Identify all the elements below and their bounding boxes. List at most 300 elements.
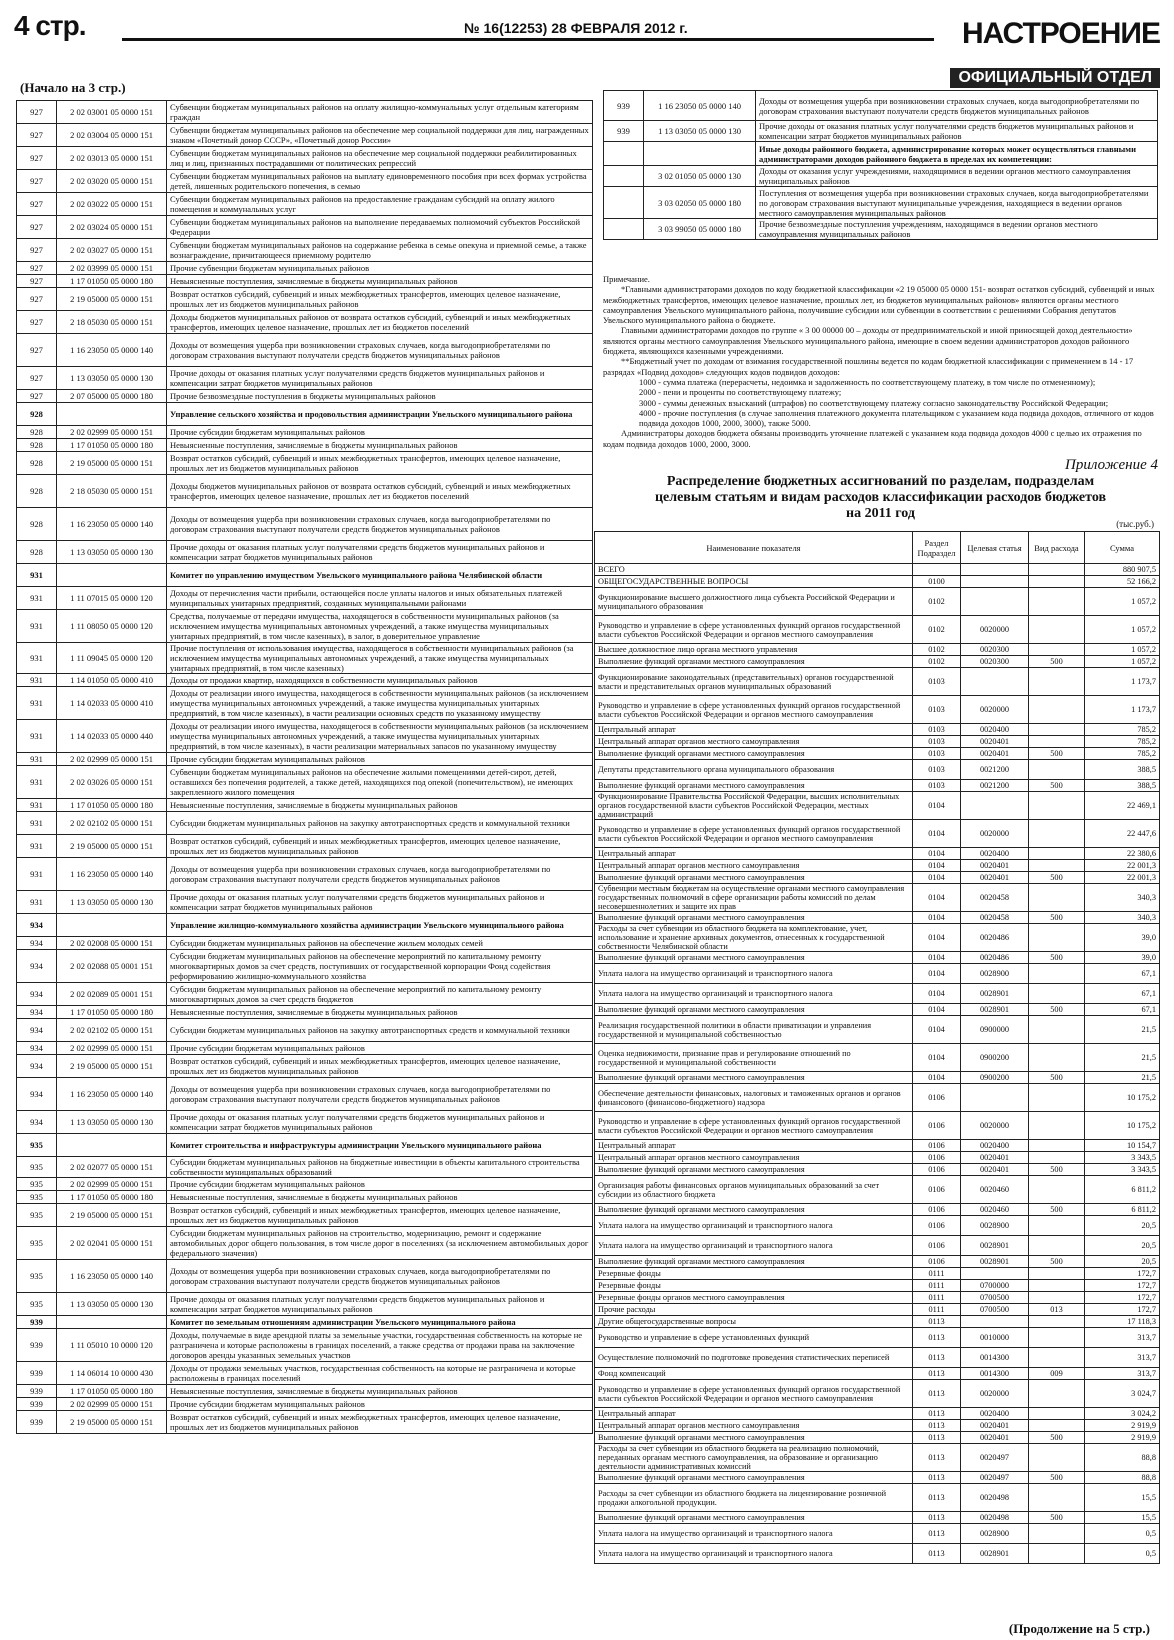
description-cell: Доходы бюджетов муниципальных районов от возврата остатков субсидий, субвенций и иных межбюджетных трансфертов, имеющих целевое назначение, прошлых лет из бюджетов поселений (167, 311, 593, 334)
target-article-cell: 0020497 (961, 1444, 1029, 1472)
budget-code-cell: 1 13 03050 05 0000 130 (644, 121, 756, 142)
description-cell: Иные доходы районного бюджета, администрирование которых может осуществляться главными администраторами доходов районного бюджета в пределах их компетенции: (756, 142, 1158, 166)
description-cell: Возврат остатков субсидий, субвенций и иных межбюджетных трансфертов, имеющих целевое назначение, прошлых лет из бюджетов муниципальных районов (167, 835, 593, 858)
table-row (595, 820, 1160, 848)
amount-cell: 3 024,2 (1085, 1408, 1160, 1420)
table-row (17, 1362, 593, 1385)
expense-type-cell (1029, 696, 1085, 724)
target-article-cell: 0028901 (961, 1004, 1029, 1016)
amount-cell: 10 175,2 (1085, 1084, 1160, 1112)
appendix-title-line: целевым статьям и видам расходов классификации расходов бюджетов (654, 490, 1107, 505)
description-cell: Возврат остатков субсидий, субвенций и иных межбюджетных трансфертов, имеющих целевое назначение, прошлых лет из бюджетов муниципальных районов (167, 1411, 593, 1434)
indicator-cell: Резервные фонды (595, 1268, 913, 1280)
amount-cell: 880 907,5 (1085, 564, 1160, 576)
description-cell: Прочие доходы от оказания платных услуг получателями средств бюджетов муниципальных районов и компенсации затрат бюджетов муниципальных районов (167, 891, 593, 914)
indicator-cell: Руководство и управление в сфере установленных функций органов государственной власти субъектов Российской Федерации и органов местного самоуправления (595, 696, 913, 724)
indicator-cell: Выполнение функций органами местного самоуправления (595, 1004, 913, 1016)
table-row (17, 1134, 593, 1157)
target-article-cell (961, 792, 1029, 820)
expense-type-cell: 500 (1029, 1164, 1085, 1176)
amount-cell: 1 057,2 (1085, 644, 1160, 656)
target-article-cell: 0020401 (961, 1420, 1029, 1432)
table-row (604, 166, 1158, 187)
admin-code-cell: 928 (17, 508, 57, 541)
section-cell: 0102 (913, 656, 961, 668)
table-row (17, 452, 593, 475)
table-row (595, 616, 1160, 644)
target-article-cell: 0028900 (961, 1216, 1029, 1236)
table-row (17, 950, 593, 983)
table-row (595, 1236, 1160, 1256)
expense-type-cell: 500 (1029, 1004, 1085, 1016)
description-cell: Возврат остатков субсидий, субвенций и иных межбюджетных трансфертов, имеющих целевое назначение, прошлых лет из бюджетов муниципальных районов (167, 452, 593, 475)
table-row (595, 872, 1160, 884)
target-article-cell: 0020000 (961, 616, 1029, 644)
indicator-cell: Субвенции местным бюджетам на осуществление органами местного самоуправления государственных полномочий в сфере организации работы комиссий по делам несовершеннолетних и защите их прав (595, 884, 913, 912)
amount-cell: 88,8 (1085, 1444, 1160, 1472)
description-cell: Невыясненные поступления, зачисляемые в бюджеты муниципальных районов (167, 1191, 593, 1204)
section-cell: 0106 (913, 1236, 961, 1256)
table-row (17, 367, 593, 390)
indicator-cell: Центральный аппарат органов местного самоуправления (595, 736, 913, 748)
indicator-cell: Центральный аппарат (595, 848, 913, 860)
budget-code-cell (57, 403, 167, 426)
table-row (17, 334, 593, 367)
table-row (17, 587, 593, 610)
expense-type-cell (1029, 760, 1085, 780)
budget-code-cell: 2 18 05030 05 0000 151 (57, 475, 167, 508)
budget-code-cell: 2 02 03001 05 0000 151 (57, 101, 167, 124)
description-cell: Доходы бюджетов муниципальных районов от возврата остатков субсидий, субвенций и иных межбюджетных трансфертов, имеющих целевое назначение, прошлых лет из бюджетов поселений (167, 475, 593, 508)
indicator-cell: Расходы за счет субвенции из областного бюджета на лицензирование розничной продажи алкогольной продукции. (595, 1484, 913, 1512)
expense-type-cell (1029, 668, 1085, 696)
section-cell: 0104 (913, 884, 961, 912)
section-cell: 0104 (913, 964, 961, 984)
table-row (17, 753, 593, 766)
budget-code-cell: 1 17 01050 05 0000 180 (57, 1191, 167, 1204)
amount-cell: 22 001,3 (1085, 860, 1160, 872)
expense-type-cell (1029, 564, 1085, 576)
expense-type-cell (1029, 1176, 1085, 1204)
amount-cell: 22 380,6 (1085, 848, 1160, 860)
table-row (17, 858, 593, 891)
budget-code-cell: 1 16 23050 05 0000 140 (57, 334, 167, 367)
section-cell: 0103 (913, 724, 961, 736)
section-cell: 0104 (913, 848, 961, 860)
target-article-cell: 0028901 (961, 1544, 1029, 1564)
amount-cell: 21,5 (1085, 1016, 1160, 1044)
table-row (595, 1268, 1160, 1280)
amount-cell: 67,1 (1085, 1004, 1160, 1016)
indicator-cell: Функционирование Правительства Российской Федерации, высших исполнительных органов государственной власти субъектов Российской Федерации, местных администраций (595, 792, 913, 820)
target-article-cell (961, 588, 1029, 616)
admin-code-cell: 927 (17, 390, 57, 403)
budget-code-cell: 1 13 03050 05 0000 130 (57, 891, 167, 914)
amount-cell: 10 154,7 (1085, 1140, 1160, 1152)
amount-cell: 172,7 (1085, 1268, 1160, 1280)
budget-code-cell: 2 02 03027 05 0000 151 (57, 239, 167, 262)
table-row (17, 674, 593, 687)
admin-code-cell: 927 (17, 101, 57, 124)
table-row (595, 1140, 1160, 1152)
amount-cell: 21,5 (1085, 1072, 1160, 1084)
table-row (595, 848, 1160, 860)
table-row (17, 610, 593, 643)
section-cell: 0113 (913, 1444, 961, 1472)
target-article-cell: 0020458 (961, 912, 1029, 924)
amount-cell: 172,7 (1085, 1304, 1160, 1316)
expense-type-cell (1029, 1348, 1085, 1368)
description-cell: Невыясненные поступления, зачисляемые в бюджеты муниципальных районов (167, 439, 593, 452)
description-cell: Возврат остатков субсидий, субвенций и иных межбюджетных трансфертов, имеющих целевое назначение, прошлых лет из бюджетов муниципальных районов (167, 288, 593, 311)
admin-code-cell: 935 (17, 1157, 57, 1178)
table-row (17, 475, 593, 508)
admin-code-cell: 935 (17, 1204, 57, 1227)
expense-type-cell: 500 (1029, 912, 1085, 924)
expense-type-cell (1029, 1544, 1085, 1564)
amount-cell: 2 919,9 (1085, 1432, 1160, 1444)
note-paragraph: **Бюджетный учет по доходам от взимания государственной пошлины ведется по кодам бюджетной классификации с применением в 14 - 17 разрядах «Подвид доходов» следующих кодов подвидов доходов: (603, 356, 1134, 377)
indicator-cell: Уплата налога на имущество организаций и транспортного налога (595, 984, 913, 1004)
table-row (17, 799, 593, 812)
description-cell: Прочие субсидии бюджетам муниципальных районов (167, 1178, 593, 1191)
budget-code-cell (57, 1134, 167, 1157)
admin-code-cell: 931 (17, 610, 57, 643)
table-row (17, 216, 593, 239)
expense-type-cell: 500 (1029, 872, 1085, 884)
admin-code-cell: 939 (17, 1398, 57, 1411)
description-cell: Доходы от возмещения ущерба при возникновении страховых случаев, когда выгодоприобретателями по договорам страхования выступают получатели средств бюджетов муниципальных районов (167, 858, 593, 891)
appendix-title-line: Распределение бюджетных ассигнований по разделам, подразделам (666, 474, 1095, 489)
description-cell: Прочие субсидии бюджетам муниципальных районов (167, 1398, 593, 1411)
section-cell: 0103 (913, 760, 961, 780)
admin-code-cell (604, 142, 644, 166)
amount-cell: 172,7 (1085, 1292, 1160, 1304)
admin-code-cell: 931 (17, 812, 57, 835)
budget-code-cell: 2 02 02102 05 0000 151 (57, 1019, 167, 1042)
target-article-cell: 0020401 (961, 872, 1029, 884)
section-cell: 0113 (913, 1472, 961, 1484)
table-row (595, 1280, 1160, 1292)
admin-code-cell: 931 (17, 720, 57, 753)
indicator-cell: Реализация государственной политики в области приватизации и управления государственной и муниципальной собственностью (595, 1016, 913, 1044)
description-cell: Субвенции бюджетам муниципальных районов на оплату жилищно-коммунальных услуг отдельным категориям граждан (167, 101, 593, 124)
indicator-cell: Выполнение функций органами местного самоуправления (595, 780, 913, 792)
amount-cell: 22 469,1 (1085, 792, 1160, 820)
table-row (17, 1111, 593, 1134)
indicator-cell: Центральный аппарат (595, 1140, 913, 1152)
budget-code-cell: 2 02 02008 05 0000 151 (57, 937, 167, 950)
indicator-cell: Уплата налога на имущество организаций и транспортного налога (595, 1216, 913, 1236)
description-cell: Управление сельского хозяйства и продовольствия администрации Увельского муниципального района (167, 403, 593, 426)
table-row (595, 1016, 1160, 1044)
indicator-cell: Резервные фонды (595, 1280, 913, 1292)
description-cell: Невыясненные поступления, зачисляемые в бюджеты муниципальных районов (167, 1385, 593, 1398)
indicator-cell: Организация работы финансовых органов муниципальных образований за счет субсидии из областного бюджета (595, 1176, 913, 1204)
expense-type-cell (1029, 1444, 1085, 1472)
admin-code-cell: 927 (17, 367, 57, 390)
description-cell: Прочие субсидии бюджетам муниципальных районов (167, 1042, 593, 1055)
table-row (604, 91, 1158, 121)
description-cell: Прочие доходы от оказания платных услуг получателями средств бюджетов муниципальных районов и компенсации затрат бюджетов муниципальных районов (167, 1111, 593, 1134)
budget-code-cell: 1 16 23050 05 0000 140 (57, 858, 167, 891)
indicator-cell: Выполнение функций органами местного самоуправления (595, 872, 913, 884)
table-row (17, 1042, 593, 1055)
table-row (17, 275, 593, 288)
expense-type-cell (1029, 1044, 1085, 1072)
table-row (604, 187, 1158, 219)
description-cell: Прочие доходы от оказания платных услуг получателями средств бюджетов муниципальных районов и компенсации затрат бюджетов муниципальных районов (167, 541, 593, 564)
description-cell: Доходы от реализации иного имущества, находящегося в собственности муниципальных районов (за исключением имущества муниципальных автономных учреждений, а также имущества муниципальных унитарных предприятий, в том числе казенных), в части реализации материальных запасов по указанному имуществу (167, 720, 593, 753)
left-revenue-table (16, 100, 593, 1434)
table-row (17, 541, 593, 564)
table-row (595, 1176, 1160, 1204)
target-article-cell: 0020486 (961, 952, 1029, 964)
amount-cell: 67,1 (1085, 964, 1160, 984)
description-cell: Комитет строительства и инфраструктуры администрации Увельского муниципального района (167, 1134, 593, 1157)
table-row (595, 760, 1160, 780)
admin-code-cell: 931 (17, 766, 57, 799)
target-article-cell: 0020000 (961, 1380, 1029, 1408)
amount-cell: 1 057,2 (1085, 656, 1160, 668)
admin-code-cell: 927 (17, 170, 57, 193)
description-cell: Субсидии бюджетам муниципальных районов на обеспечение жильем молодых семей (167, 937, 593, 950)
table-row (595, 748, 1160, 760)
admin-code-cell: 935 (17, 1134, 57, 1157)
table-row (595, 656, 1160, 668)
section-cell: 0104 (913, 872, 961, 884)
table-row (17, 720, 593, 753)
appendix-label: Приложение 4 (1065, 457, 1158, 473)
admin-code-cell: 928 (17, 403, 57, 426)
description-cell: Субвенции бюджетам муниципальных районов на обеспечение мер социальной поддержки для лиц, награжденных знаком «Почетный донор СССР», «Почетный донор России» (167, 124, 593, 147)
table-row (17, 564, 593, 587)
budget-code-cell: 2 02 02077 05 0000 151 (57, 1157, 167, 1178)
target-article-cell: 0020000 (961, 696, 1029, 724)
section-cell: 0113 (913, 1368, 961, 1380)
amount-cell: 21,5 (1085, 1044, 1160, 1072)
amount-cell: 313,7 (1085, 1368, 1160, 1380)
expense-type-cell (1029, 1016, 1085, 1044)
indicator-cell: Центральный аппарат (595, 1408, 913, 1420)
target-article-cell (961, 576, 1029, 588)
budget-code-cell: 1 14 06014 10 0000 430 (57, 1362, 167, 1385)
target-article-cell: 0020497 (961, 1472, 1029, 1484)
expense-type-cell: 500 (1029, 656, 1085, 668)
section-cell: 0104 (913, 792, 961, 820)
target-article-cell: 0020401 (961, 748, 1029, 760)
note-paragraph: Главными администраторами доходов по группе « 3 00 00000 00 – доходы от предпринимательской и иной приносящей доход деятельности» являются органы местного самоуправления Увельского муниципального района, имеющие в своем ведении администраторов доходов районного бюджета, являющихся казенными учреждениями. (603, 325, 1133, 357)
table-row (595, 1112, 1160, 1140)
table-row (595, 964, 1160, 984)
amount-cell: 6 811,2 (1085, 1176, 1160, 1204)
section-title: ОФИЦИАЛЬНЫЙ ОТДЕЛ (950, 68, 1160, 88)
table-row (17, 1398, 593, 1411)
target-article-cell: 0028900 (961, 964, 1029, 984)
table-row (595, 1316, 1160, 1328)
table-row (595, 576, 1160, 588)
description-cell: Субвенции бюджетам муниципальных районов на содержание ребенка в семье опекуна и приемной семье, а также вознаграждение, причитающееся приемному родителю (167, 239, 593, 262)
budget-code-cell: 3 02 01050 05 0000 130 (644, 166, 756, 187)
description-cell: Доходы от возмещения ущерба при возникновении страховых случаев, когда выгодоприобретателями по договорам страхования выступают получатели средств бюджетов муниципальных районов (167, 508, 593, 541)
note-subcode: 4000 - прочие поступления (в случае заполнения платежного документа плательщиком с указанием кода подвида доходов, отличного от кодов подвида доходов 1000, 2000, 3000), также 5000. (639, 407, 1154, 429)
section-cell: 0106 (913, 1216, 961, 1236)
section-cell: 0113 (913, 1484, 961, 1512)
description-cell: Субсидии бюджетам муниципальных районов на строительство, модернизацию, ремонт и содержание автомобильных дорог общего пользования, в том числе дорог в поселениях (за исключением автомобильных дорог федерального значения) (167, 1227, 593, 1260)
admin-code-cell: 934 (17, 983, 57, 1006)
table-row (595, 1164, 1160, 1176)
table-row (17, 643, 593, 674)
target-article-cell: 0014300 (961, 1368, 1029, 1380)
expense-type-cell (1029, 588, 1085, 616)
budget-code-cell: 2 02 02999 05 0000 151 (57, 1042, 167, 1055)
description-cell: Субсидии бюджетам муниципальных районов на обеспечение мероприятий по капитальному ремонту многоквартирных домов за счет средств, поступивших от государственной корпорации Фонд содействия реформированию жилищно-коммунального хозяйства (167, 950, 593, 983)
table-row (595, 1484, 1160, 1512)
amount-cell: 10 175,2 (1085, 1112, 1160, 1140)
budget-code-cell: 2 19 05000 05 0000 151 (57, 1055, 167, 1078)
expense-type-cell: 500 (1029, 1072, 1085, 1084)
admin-code-cell: 931 (17, 835, 57, 858)
expense-type-cell: 500 (1029, 748, 1085, 760)
target-article-cell: 0020401 (961, 1432, 1029, 1444)
target-article-cell: 0020400 (961, 1408, 1029, 1420)
amount-cell: 52 166,2 (1085, 576, 1160, 588)
section-cell: 0106 (913, 1084, 961, 1112)
description-cell: Доходы от продажи квартир, находящихся в собственности муниципальных районов (167, 674, 593, 687)
amount-cell: 785,2 (1085, 724, 1160, 736)
budget-code-cell: 2 02 03024 05 0000 151 (57, 216, 167, 239)
indicator-cell: Выполнение функций органами местного самоуправления (595, 1472, 913, 1484)
description-cell: Доходы от продажи земельных участков, государственная собственность на которые не разграничена и которые расположены в границах поселений (167, 1362, 593, 1385)
target-article-cell: 0020401 (961, 736, 1029, 748)
budget-code-cell: 1 17 01050 05 0000 180 (57, 1006, 167, 1019)
budget-code-cell: 2 18 05030 05 0000 151 (57, 311, 167, 334)
amount-cell: 388,5 (1085, 780, 1160, 792)
appendix-title (603, 474, 1158, 522)
budget-code-cell: 2 19 05000 05 0000 151 (57, 452, 167, 475)
indicator-cell: Выполнение функций органами местного самоуправления (595, 1512, 913, 1524)
amount-cell: 3 343,5 (1085, 1152, 1160, 1164)
admin-code-cell: 934 (17, 1055, 57, 1078)
continued-to: (Продолжение на 5 стр.) (1008, 1621, 1150, 1636)
description-cell: Доходы от реализации иного имущества, находящегося в собственности муниципальных районов (за исключением имущества муниципальных автономных учреждений, а также имущества муниципальных унитарных предприятий, в том числе казенных), в части реализации основных средств по указанному имуществу (167, 687, 593, 720)
budget-code-cell: 2 02 03020 05 0000 151 (57, 170, 167, 193)
budget-code-cell: 2 02 02999 05 0000 151 (57, 1178, 167, 1191)
header-cell: Наименование показателя (595, 532, 913, 564)
target-article-cell: 0014300 (961, 1348, 1029, 1368)
description-cell: Прочие доходы от оказания платных услуг получателями средств бюджетов муниципальных районов и компенсации затрат бюджетов муниципальных районов (167, 367, 593, 390)
admin-code-cell: 931 (17, 753, 57, 766)
admin-code-cell: 927 (17, 334, 57, 367)
section-cell: 0102 (913, 616, 961, 644)
description-cell: Возврат остатков субсидий, субвенций и иных межбюджетных трансфертов, имеющих целевое назначение, прошлых лет из бюджетов муниципальных районов (167, 1055, 593, 1078)
admin-code-cell: 927 (17, 124, 57, 147)
table-row (595, 792, 1160, 820)
description-cell: Доходы от перечисления части прибыли, остающейся после уплаты налогов и иных обязательных платежей муниципальных унитарных предприятий, созданных муниципальными районами (167, 587, 593, 610)
section-cell: 0104 (913, 984, 961, 1004)
description-cell: Субвенции бюджетам муниципальных районов на предоставление гражданам субсидий на оплату жилого помещения и коммунальных услуг (167, 193, 593, 216)
amount-cell: 1 057,2 (1085, 616, 1160, 644)
description-cell: Невыясненные поступления, зачисляемые в бюджеты муниципальных районов (167, 275, 593, 288)
indicator-cell: ОБЩЕГОСУДАРСТВЕННЫЕ ВОПРОСЫ (595, 576, 913, 588)
budget-code-cell: 1 11 08050 05 0000 120 (57, 610, 167, 643)
table-row (17, 508, 593, 541)
expense-type-cell (1029, 1420, 1085, 1432)
description-cell: Субвенции бюджетам муниципальных районов на обеспечение мер социальной поддержки реабилитированных лиц и лиц, признанных пострадавшими от политических репрессий (167, 147, 593, 170)
section-cell: 0111 (913, 1268, 961, 1280)
amount-cell: 20,5 (1085, 1216, 1160, 1236)
admin-code-cell: 931 (17, 891, 57, 914)
indicator-cell: Функционирование законодательных (представительных) органов государственной власти и представительных органов муниципальных образований (595, 668, 913, 696)
indicator-cell: Высшее должностное лицо органа местного управления (595, 644, 913, 656)
target-article-cell: 0900200 (961, 1072, 1029, 1084)
table-row (595, 1472, 1160, 1484)
target-article-cell (961, 668, 1029, 696)
target-article-cell: 0021200 (961, 760, 1029, 780)
expense-type-cell (1029, 1140, 1085, 1152)
expense-type-cell (1029, 964, 1085, 984)
budget-code-cell: 2 02 03013 05 0000 151 (57, 147, 167, 170)
budget-code-cell: 2 02 02041 05 0000 151 (57, 1227, 167, 1260)
admin-code-cell (604, 166, 644, 187)
section-cell: 0113 (913, 1328, 961, 1348)
expense-type-cell: 009 (1029, 1368, 1085, 1380)
table-row (17, 1411, 593, 1434)
indicator-cell: Выполнение функций органами местного самоуправления (595, 1432, 913, 1444)
description-cell: Доходы, получаемые в виде арендной платы за земельные участки, государственная собственность на которые не разграничена и которые расположены в границах поселений, а также средства от продажи права на заключение договоров аренды указанных земельных участков (167, 1329, 593, 1362)
budget-code-cell: 1 16 23050 05 0000 140 (644, 91, 756, 121)
description-cell: Прочие безвозмездные поступления в бюджеты муниципальных районов (167, 390, 593, 403)
table-row (17, 766, 593, 799)
indicator-cell: Выполнение функций органами местного самоуправления (595, 748, 913, 760)
admin-code-cell: 931 (17, 674, 57, 687)
header-cell: Целевая статья (961, 532, 1029, 564)
expense-type-cell: 500 (1029, 952, 1085, 964)
table-row (17, 1316, 593, 1329)
description-cell: Доходы от возмещения ущерба при возникновении страховых случаев, когда выгодоприобретателями по договорам страхования выступают получатели средств бюджетов муниципальных районов (756, 91, 1158, 121)
expense-type-cell (1029, 848, 1085, 860)
table-row (595, 1204, 1160, 1216)
note-label: Примечание. (603, 274, 650, 284)
section-cell: 0104 (913, 860, 961, 872)
admin-code-cell: 935 (17, 1191, 57, 1204)
target-article-cell: 0020401 (961, 1152, 1029, 1164)
expense-type-cell: 500 (1029, 1512, 1085, 1524)
section-cell: 0102 (913, 644, 961, 656)
target-article-cell: 0020498 (961, 1512, 1029, 1524)
target-article-cell: 0020401 (961, 860, 1029, 872)
description-cell: Прочие поступления от использования имущества, находящегося в собственности муниципальных районов (за исключением имущества муниципальных автономных учреждений, а также имущества муниципальных унитарных предприятий, в том числе казенных) (167, 643, 593, 674)
section-cell: 0113 (913, 1524, 961, 1544)
expense-type-cell (1029, 1292, 1085, 1304)
budget-code-cell: 1 11 05010 10 0000 120 (57, 1329, 167, 1362)
admin-code-cell: 935 (17, 1293, 57, 1316)
expense-type-cell (1029, 1152, 1085, 1164)
indicator-cell: Центральный аппарат (595, 724, 913, 736)
amount-cell: 388,5 (1085, 760, 1160, 780)
section-cell: 0113 (913, 1380, 961, 1408)
target-article-cell: 0020300 (961, 656, 1029, 668)
admin-code-cell: 927 (17, 288, 57, 311)
table-row (17, 101, 593, 124)
target-article-cell: 0020498 (961, 1484, 1029, 1512)
target-article-cell (961, 1084, 1029, 1112)
target-article-cell (961, 1316, 1029, 1328)
admin-code-cell: 931 (17, 858, 57, 891)
amount-cell: 785,2 (1085, 748, 1160, 760)
indicator-cell: Фонд компенсаций (595, 1368, 913, 1380)
expense-type-cell (1029, 1316, 1085, 1328)
